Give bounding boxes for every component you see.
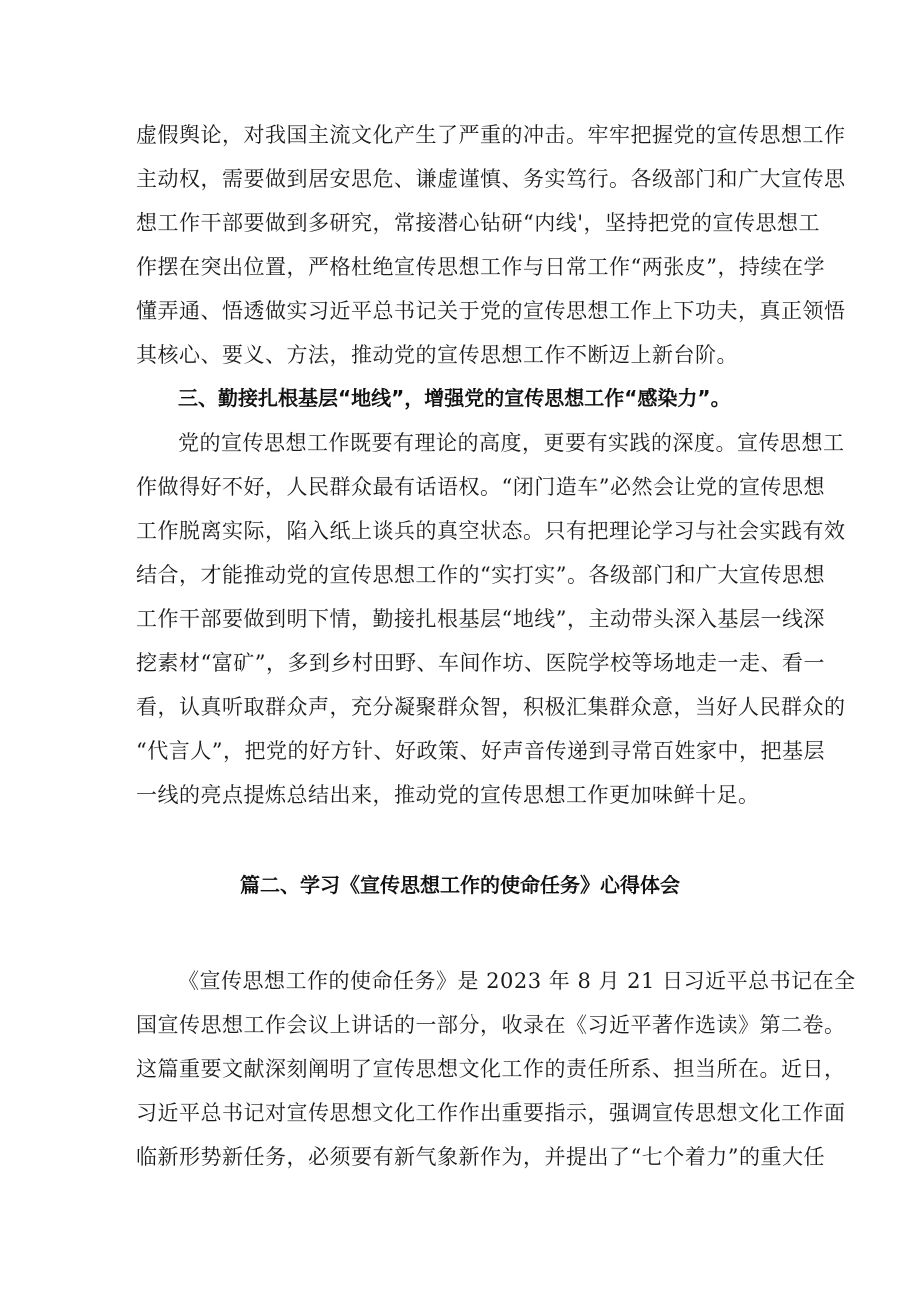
text-line: 想工作干部要做到多研究，常接潜心钻研“内线'，坚持把党的宣传思想工 [136,211,821,235]
text-line: 临新形势新任务，必须要有新气象新作为，并提出了“七个着力”的重大任 [136,1145,825,1169]
text-line: 国宣传思想工作会议上讲话的一部分，收录在《习近平著作选读》第二卷。 [136,1013,846,1037]
text-line: 主动权，需要做到居安思危、谦虚谨慎、务实笃行。各级部门和广大宣传思 [136,167,846,191]
text-line: 党的宣传思想工作既要有理论的高度，更要有实践的深度。宣传思想工 [178,431,845,455]
text-line: 挖素材“富矿”，多到乡村田野、车间作坊、医院学校等场地走一走、看一 [136,651,825,675]
text-line: 工作脱离实际，陷入纸上谈兵的真空状态。只有把理论学习与社会实践有效 [136,519,846,543]
text-line: 一线的亮点提炼总结出来，推动党的宣传思想工作更加味鲜十足。 [136,783,760,807]
text-line: 《宣传思想工作的使命任务》是 2023 年 8 月 21 日习近平总书记在全 [178,969,856,993]
text-line: 虚假舆论，对我国主流文化产生了严重的冲击。牢牢把握党的宣传思想工作 [136,123,846,147]
text-line: 这篇重要文献深刻阐明了宣传思想文化工作的责任所系、担当所在。近日， [136,1057,846,1081]
text-line: 作摆在突出位置，严格杜绝宣传思想工作与日常工作“两张皮”，持续在学 [136,255,825,279]
article-title: 篇二、学习《宣传思想工作的使命任务》心得体会 [240,873,680,897]
text-line: 习近平总书记对宣传思想文化工作作出重要指示，强调宣传思想文化工作面 [136,1101,846,1125]
text-line: 工作干部要做到明下情，勤接扎根基层“地线”，主动带头深入基层一线深 [136,607,825,631]
text-line: 作做得好不好，人民群众最有话语权。“闭门造车”必然会让党的宣传思想 [136,475,825,499]
text-line: 看，认真听取群众声，充分凝聚群众智，积极汇集群众意，当好人民群众的 [136,695,846,719]
text-line: “代言人”，把党的好方针、好政策、好声音传递到寻常百姓家中，把基层 [136,739,825,763]
text-line: 其核心、要义、方法，推动党的宣传思想工作不断迈上新台阶。 [136,343,738,367]
text-line: 结合，才能推动党的宣传思想工作的“实打实”。各级部门和广大宣传思想 [136,563,825,587]
text-line: 懂弄通、悟透做实习近平总书记关于党的宣传思想工作上下功夫，真正领悟 [136,299,846,323]
section-heading: 三、勤接扎根基层“地线”，增强党的宣传思想工作“感染力”。 [178,386,731,410]
